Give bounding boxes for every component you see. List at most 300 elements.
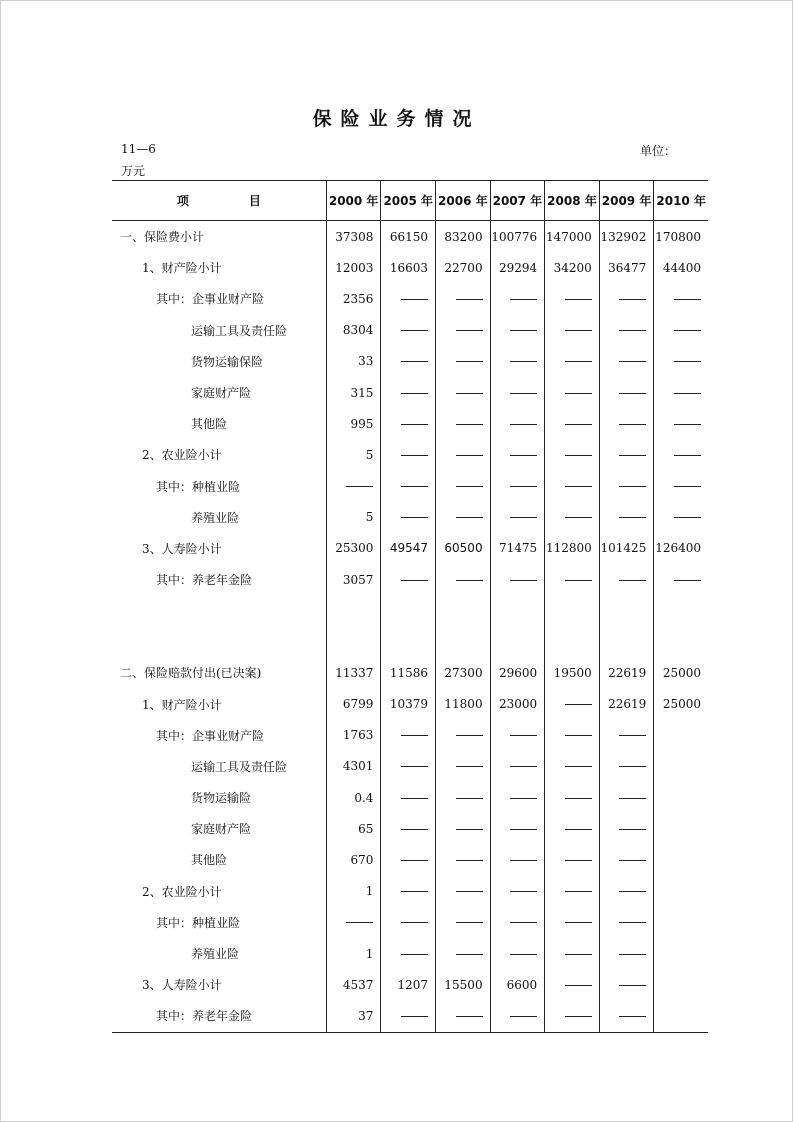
row-label: 家庭财产险 <box>191 822 252 837</box>
spacer-cell <box>326 595 381 657</box>
dash-mark <box>619 424 646 425</box>
dash-mark <box>456 735 483 736</box>
empty-dash-cell <box>490 907 545 938</box>
value-cell: 2356 <box>326 283 381 314</box>
empty-dash-cell <box>490 938 545 969</box>
dash-mark <box>674 486 701 487</box>
row-label: 其中：种植业险 <box>156 915 241 930</box>
row-label: 养殖业险 <box>191 947 240 962</box>
empty-dash-cell <box>490 782 545 813</box>
empty-dash-cell <box>436 751 491 782</box>
dash-mark <box>456 766 483 767</box>
row-label: 1、财产险小计 <box>142 261 222 276</box>
dash-mark <box>619 891 646 892</box>
dash-mark <box>565 1016 592 1017</box>
empty-dash-cell <box>599 876 654 907</box>
table-row <box>112 688 708 719</box>
empty-dash-cell <box>545 346 600 377</box>
value-cell: 5 <box>326 439 381 470</box>
dash-mark <box>565 330 592 331</box>
dash-mark <box>346 486 373 487</box>
empty-dash-cell <box>490 720 545 751</box>
spacer-cell <box>490 595 545 657</box>
value-cell: 29600 <box>490 657 545 688</box>
dash-mark <box>674 517 701 518</box>
value-cell: 16603 <box>381 252 436 283</box>
unit-value: 万元 <box>121 164 146 178</box>
dash-mark <box>401 1016 428 1017</box>
header-year: 2009 年 <box>599 181 654 221</box>
dash-mark <box>619 766 646 767</box>
table-row <box>112 969 708 1000</box>
row-label: 货物运输险 <box>191 791 252 806</box>
dash-mark <box>401 330 428 331</box>
dash-mark <box>510 393 537 394</box>
dash-mark <box>565 299 592 300</box>
dash-mark <box>510 486 537 487</box>
empty-dash-cell <box>381 564 436 595</box>
dash-mark <box>565 829 592 830</box>
table-row <box>112 439 708 470</box>
empty-dash-cell <box>599 564 654 595</box>
empty-dash-cell <box>599 938 654 969</box>
dash-mark <box>401 393 428 394</box>
table-row <box>112 751 708 782</box>
empty-dash-cell <box>599 782 654 813</box>
dash-mark <box>565 455 592 456</box>
value-cell: 670 <box>326 844 381 875</box>
value-cell: 11800 <box>436 688 491 719</box>
spacer-cell <box>654 595 708 657</box>
table-row <box>112 844 708 875</box>
spacer-cell <box>436 595 491 657</box>
table-row <box>112 907 708 938</box>
value-cell: 22700 <box>436 252 491 283</box>
dash-mark <box>619 330 646 331</box>
value-cell: 6799 <box>326 688 381 719</box>
empty-dash-cell <box>436 283 491 314</box>
value-cell: 132902 <box>599 221 654 253</box>
empty-dash-cell <box>490 283 545 314</box>
empty-dash-cell <box>436 1000 491 1032</box>
empty-dash-cell <box>599 720 654 751</box>
dash-mark <box>674 330 701 331</box>
dash-mark <box>401 891 428 892</box>
empty-dash-cell <box>599 346 654 377</box>
row-label: 3、人寿险小计 <box>142 978 222 993</box>
empty-dash-cell <box>599 439 654 470</box>
row-label: 其他险 <box>191 417 228 432</box>
dash-mark <box>565 393 592 394</box>
dash-mark <box>401 766 428 767</box>
dash-mark <box>456 393 483 394</box>
table-row <box>112 876 708 907</box>
empty-dash-cell <box>381 782 436 813</box>
dash-mark <box>456 299 483 300</box>
page-title: 保险业务情况 <box>312 108 481 130</box>
table-row <box>112 315 708 346</box>
empty-dash-cell <box>381 408 436 439</box>
value-cell: 3057 <box>326 564 381 595</box>
table-row <box>112 720 708 751</box>
row-label: 2、农业险小计 <box>142 448 222 463</box>
dash-mark <box>565 766 592 767</box>
dash-mark <box>510 766 537 767</box>
dash-mark <box>565 735 592 736</box>
value-cell: 66150 <box>381 221 436 253</box>
empty-dash-cell <box>381 938 436 969</box>
empty-dash-cell <box>436 564 491 595</box>
value-cell: 49547 <box>381 533 436 564</box>
value-cell: 315 <box>326 377 381 408</box>
dash-mark <box>401 580 428 581</box>
dash-mark <box>401 486 428 487</box>
empty-dash-cell <box>654 502 708 533</box>
value-cell: 5 <box>326 502 381 533</box>
dash-mark <box>456 798 483 799</box>
empty-dash-cell <box>490 346 545 377</box>
row-label: 2、农业险小计 <box>142 884 222 899</box>
empty-dash-cell <box>490 315 545 346</box>
value-cell <box>654 751 708 782</box>
row-label: 运输工具及责任险 <box>191 323 288 338</box>
value-cell: 19500 <box>545 657 600 688</box>
empty-dash-cell <box>545 1000 600 1032</box>
dash-mark <box>619 798 646 799</box>
value-cell: 1 <box>326 876 381 907</box>
dash-mark <box>401 455 428 456</box>
empty-dash-cell <box>436 813 491 844</box>
header-item-a: 项 <box>176 194 189 208</box>
header-item-b: 目 <box>248 194 261 208</box>
empty-dash-cell <box>436 876 491 907</box>
empty-dash-cell <box>436 720 491 751</box>
dash-mark <box>510 954 537 955</box>
empty-dash-cell <box>545 813 600 844</box>
dash-mark <box>456 891 483 892</box>
table-row <box>112 283 708 314</box>
dash-mark <box>510 829 537 830</box>
dash-mark <box>565 486 592 487</box>
empty-dash-cell <box>436 346 491 377</box>
value-cell: 4301 <box>326 751 381 782</box>
empty-dash-cell <box>545 408 600 439</box>
empty-dash-cell <box>381 1000 436 1032</box>
value-cell: 65 <box>326 813 381 844</box>
empty-dash-cell <box>545 688 600 719</box>
dash-mark <box>510 922 537 923</box>
table-row <box>112 782 708 813</box>
empty-dash-cell <box>436 938 491 969</box>
value-cell: 170800 <box>654 221 708 253</box>
dash-mark <box>456 1016 483 1017</box>
empty-dash-cell <box>545 782 600 813</box>
empty-dash-cell <box>436 471 491 502</box>
dash-mark <box>510 860 537 861</box>
dash-mark <box>619 299 646 300</box>
row-label: 家庭财产险 <box>191 386 252 401</box>
table-row <box>112 657 708 688</box>
value-cell <box>654 813 708 844</box>
empty-dash-cell <box>654 408 708 439</box>
dash-mark <box>456 361 483 362</box>
empty-dash-cell <box>654 564 708 595</box>
empty-dash-cell <box>490 564 545 595</box>
value-cell: 100776 <box>490 221 545 253</box>
row-label: 其中：养老年金险 <box>112 1000 326 1032</box>
dash-mark <box>401 424 428 425</box>
empty-dash-cell <box>545 938 600 969</box>
empty-dash-cell <box>654 377 708 408</box>
dash-mark <box>619 393 646 394</box>
row-label: 二、保险赔款付出(已决案) <box>120 666 262 681</box>
empty-dash-cell <box>490 471 545 502</box>
dash-mark <box>456 954 483 955</box>
row-label: 运输工具及责任险 <box>191 759 288 774</box>
dash-mark <box>456 330 483 331</box>
row-label: 其中：养老年金险 <box>156 573 253 588</box>
table-row <box>112 564 708 595</box>
dash-mark <box>456 517 483 518</box>
value-cell: 25000 <box>654 657 708 688</box>
dash-mark <box>401 798 428 799</box>
table-body <box>112 221 708 1033</box>
value-cell: 37 <box>326 1000 381 1032</box>
value-cell: 27300 <box>436 657 491 688</box>
empty-dash-cell <box>436 377 491 408</box>
empty-dash-cell <box>381 377 436 408</box>
dash-mark <box>401 735 428 736</box>
insurance-table <box>112 180 708 1033</box>
value-cell <box>654 938 708 969</box>
dash-mark <box>619 922 646 923</box>
dash-mark <box>401 829 428 830</box>
value-cell: 8304 <box>326 315 381 346</box>
header-year: 2010 年 <box>654 181 708 221</box>
value-cell: 6600 <box>490 969 545 1000</box>
value-cell: 1207 <box>381 969 436 1000</box>
empty-dash-cell <box>436 502 491 533</box>
row-label: 其中：企事业财产险 <box>156 728 265 743</box>
dash-mark <box>456 829 483 830</box>
dash-mark <box>510 455 537 456</box>
empty-dash-cell <box>490 377 545 408</box>
value-cell: 25000 <box>654 688 708 719</box>
empty-dash-cell <box>545 471 600 502</box>
value-cell <box>654 907 708 938</box>
table-row <box>112 533 708 564</box>
dash-mark <box>619 735 646 736</box>
header-year: 2005 年 <box>381 181 436 221</box>
dash-mark <box>565 361 592 362</box>
dash-mark <box>565 704 592 705</box>
table-row <box>112 346 708 377</box>
empty-dash-cell <box>490 876 545 907</box>
dash-mark <box>510 1016 537 1017</box>
value-cell: 1 <box>326 938 381 969</box>
row-label: 3、人寿险小计 <box>142 541 222 556</box>
empty-dash-cell <box>381 751 436 782</box>
empty-dash-cell <box>545 907 600 938</box>
dash-mark <box>674 580 701 581</box>
empty-dash-cell <box>545 969 600 1000</box>
value-cell: 126400 <box>654 533 708 564</box>
dash-mark <box>619 361 646 362</box>
empty-dash-cell <box>545 315 600 346</box>
unit-label: 单位： <box>640 144 677 158</box>
dash-mark <box>674 361 701 362</box>
dash-mark <box>510 735 537 736</box>
value-cell: 22619 <box>599 657 654 688</box>
empty-dash-cell <box>599 502 654 533</box>
empty-dash-cell <box>545 720 600 751</box>
dash-mark <box>456 580 483 581</box>
dash-mark <box>510 299 537 300</box>
value-cell: 1763 <box>326 720 381 751</box>
empty-dash-cell <box>490 439 545 470</box>
empty-dash-cell <box>545 439 600 470</box>
value-cell: 12003 <box>326 252 381 283</box>
value-cell <box>654 876 708 907</box>
dash-mark <box>619 486 646 487</box>
dash-mark <box>401 922 428 923</box>
dash-mark <box>565 798 592 799</box>
empty-dash-cell <box>654 315 708 346</box>
empty-dash-cell <box>599 907 654 938</box>
empty-dash-cell <box>490 502 545 533</box>
empty-dash-cell <box>490 844 545 875</box>
dash-mark <box>456 424 483 425</box>
empty-dash-cell <box>490 408 545 439</box>
header-year: 2007 年 <box>490 181 545 221</box>
dash-mark <box>456 860 483 861</box>
spacer-row <box>112 595 708 657</box>
empty-dash-cell <box>545 283 600 314</box>
dash-mark <box>456 486 483 487</box>
dash-mark <box>674 424 701 425</box>
empty-dash-cell <box>545 377 600 408</box>
dash-mark <box>619 829 646 830</box>
empty-dash-cell <box>654 439 708 470</box>
empty-dash-cell <box>545 751 600 782</box>
dash-mark <box>674 393 701 394</box>
table-row <box>112 813 708 844</box>
dash-mark <box>346 922 373 923</box>
empty-dash-cell <box>490 1000 545 1032</box>
empty-dash-cell <box>326 907 381 938</box>
empty-dash-cell <box>436 907 491 938</box>
table-row <box>112 377 708 408</box>
table-number: 11—6 <box>121 142 156 156</box>
empty-dash-cell <box>545 876 600 907</box>
value-cell <box>654 720 708 751</box>
header-item <box>112 181 326 221</box>
empty-dash-cell <box>599 1000 654 1032</box>
empty-dash-cell <box>381 907 436 938</box>
value-cell: 112800 <box>545 533 600 564</box>
table-row <box>112 471 708 502</box>
dash-mark <box>401 954 428 955</box>
value-cell: 60500 <box>436 533 491 564</box>
empty-dash-cell <box>654 471 708 502</box>
value-cell: 71475 <box>490 533 545 564</box>
dash-mark <box>674 455 701 456</box>
table-row <box>112 1000 708 1032</box>
empty-dash-cell <box>599 471 654 502</box>
empty-dash-cell <box>381 876 436 907</box>
empty-dash-cell <box>490 751 545 782</box>
dash-mark <box>565 891 592 892</box>
value-cell <box>654 969 708 1000</box>
dash-mark <box>510 517 537 518</box>
table-row <box>112 221 708 253</box>
value-cell: 11337 <box>326 657 381 688</box>
row-label: 其中：种植业险 <box>156 479 241 494</box>
dash-mark <box>619 954 646 955</box>
spacer-cell <box>381 595 436 657</box>
empty-dash-cell <box>381 844 436 875</box>
empty-dash-cell <box>436 315 491 346</box>
dash-mark <box>510 330 537 331</box>
value-cell: 37308 <box>326 221 381 253</box>
empty-dash-cell <box>599 377 654 408</box>
dash-mark <box>619 985 646 986</box>
value-cell: 15500 <box>436 969 491 1000</box>
value-cell: 23000 <box>490 688 545 719</box>
value-cell: 25300 <box>326 533 381 564</box>
value-cell: 147000 <box>545 221 600 253</box>
value-cell: 33 <box>326 346 381 377</box>
dash-mark <box>565 985 592 986</box>
value-cell: 4537 <box>326 969 381 1000</box>
value-cell: 36477 <box>599 252 654 283</box>
value-cell: 22619 <box>599 688 654 719</box>
empty-dash-cell <box>545 564 600 595</box>
dash-mark <box>510 798 537 799</box>
table-row <box>112 938 708 969</box>
header-year: 2008 年 <box>545 181 600 221</box>
empty-dash-cell <box>436 439 491 470</box>
empty-dash-cell <box>599 408 654 439</box>
empty-dash-cell <box>326 471 381 502</box>
dash-mark <box>619 1016 646 1017</box>
value-cell: 29294 <box>490 252 545 283</box>
empty-dash-cell <box>381 471 436 502</box>
empty-dash-cell <box>381 502 436 533</box>
dash-mark <box>510 580 537 581</box>
row-label: 养殖业险 <box>191 510 240 525</box>
empty-dash-cell <box>381 346 436 377</box>
empty-dash-cell <box>381 315 436 346</box>
row-label: 其中：企事业财产险 <box>156 292 265 307</box>
header-year: 2006 年 <box>436 181 491 221</box>
value-cell: 0.4 <box>326 782 381 813</box>
value-cell: 34200 <box>545 252 600 283</box>
dash-mark <box>401 361 428 362</box>
row-label: 货物运输保险 <box>191 354 264 369</box>
value-cell: 101425 <box>599 533 654 564</box>
dash-mark <box>565 580 592 581</box>
empty-dash-cell <box>599 844 654 875</box>
value-cell: 11586 <box>381 657 436 688</box>
table-row <box>112 252 708 283</box>
dash-mark <box>619 517 646 518</box>
empty-dash-cell <box>599 283 654 314</box>
value-cell <box>654 782 708 813</box>
row-label: 其他险 <box>191 853 228 868</box>
table-row <box>112 502 708 533</box>
dash-mark <box>619 455 646 456</box>
